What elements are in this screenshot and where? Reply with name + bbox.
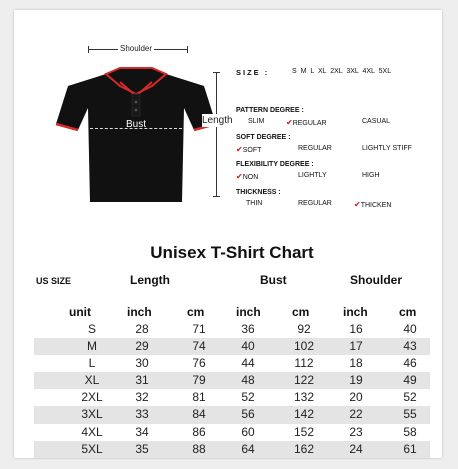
measure-cell: 122 bbox=[293, 373, 315, 388]
us-size-header: US SIZE bbox=[36, 276, 72, 286]
table-row bbox=[34, 372, 430, 389]
measure-cell: 132 bbox=[293, 390, 315, 405]
unit-cell: inch bbox=[236, 305, 261, 319]
measure-cell: 48 bbox=[241, 373, 255, 388]
thickness bbox=[236, 189, 436, 209]
pattern-option: CASUAL bbox=[362, 118, 391, 125]
length-header: Length bbox=[130, 273, 170, 287]
measure-cell: 60 bbox=[241, 424, 255, 439]
flex-option: LIGHTLY bbox=[298, 172, 327, 179]
size-cell: 5XL bbox=[81, 441, 103, 456]
unit-cell: inch bbox=[343, 305, 368, 319]
table-row bbox=[34, 338, 430, 355]
measure-cell: 40 bbox=[241, 339, 255, 354]
table-row bbox=[34, 406, 430, 423]
measure-cell: 64 bbox=[241, 441, 255, 456]
measure-cell: 36 bbox=[241, 322, 255, 336]
measure-cell: 17 bbox=[349, 339, 363, 354]
size-cell: 4XL bbox=[81, 424, 103, 439]
measure-cell: 74 bbox=[192, 339, 206, 354]
measure-cell: 34 bbox=[135, 424, 149, 439]
measure-cell: 28 bbox=[135, 322, 149, 336]
measure-cell: 52 bbox=[403, 390, 417, 405]
pattern-degree-title: PATTERN DEGREE : bbox=[236, 107, 304, 114]
pattern-option: SLIM bbox=[248, 118, 265, 125]
unit-cell: cm bbox=[399, 305, 417, 319]
size-spec-label: SIZE : bbox=[236, 68, 270, 77]
measure-cell: 84 bbox=[192, 407, 206, 422]
unit-cell: cm bbox=[292, 305, 310, 319]
measure-cell: 49 bbox=[403, 373, 417, 388]
flex-option: ✔NON bbox=[236, 172, 259, 181]
measure-cell: 35 bbox=[135, 441, 149, 456]
measure-cell: 112 bbox=[294, 356, 314, 371]
check-icon: ✔ bbox=[236, 145, 243, 154]
measure-cell: 46 bbox=[403, 356, 417, 371]
size-cell: L bbox=[88, 356, 96, 371]
measure-cell: 19 bbox=[349, 373, 363, 388]
measure-cell: 22 bbox=[349, 407, 363, 422]
flex-option: HIGH bbox=[362, 172, 380, 179]
table-row bbox=[34, 389, 430, 406]
measure-cell: 43 bbox=[403, 339, 417, 354]
check-icon: ✔ bbox=[236, 172, 243, 181]
thickness-title: THICKNESS : bbox=[236, 189, 281, 196]
measure-cell: 18 bbox=[349, 356, 363, 371]
measure-cell: 31 bbox=[135, 373, 149, 388]
flexibility-degree bbox=[236, 161, 436, 181]
shoulder-header: Shoulder bbox=[350, 273, 403, 287]
measure-cell: 71 bbox=[192, 322, 206, 336]
shoulder-label: Shoulder bbox=[120, 44, 153, 53]
flexibility-degree-title: FLEXIBILITY DEGREE : bbox=[236, 161, 314, 168]
measure-cell: 20 bbox=[349, 390, 363, 405]
thickness-option: REGULAR bbox=[298, 200, 332, 207]
size-spec bbox=[236, 68, 392, 77]
measure-cell: 86 bbox=[192, 424, 206, 439]
size-cell: 2XL bbox=[81, 390, 103, 405]
soft-option: ✔SOFT bbox=[236, 145, 262, 154]
table-row bbox=[34, 321, 430, 338]
measure-cell: 88 bbox=[192, 441, 206, 456]
measure-cell: 56 bbox=[241, 407, 255, 422]
bust-header: Bust bbox=[260, 273, 287, 287]
table-row bbox=[34, 355, 430, 372]
soft-degree bbox=[236, 134, 436, 154]
measure-cell: 152 bbox=[293, 424, 315, 439]
size-cell: S bbox=[87, 322, 96, 336]
measure-cell: 30 bbox=[135, 356, 149, 371]
measure-cell: 29 bbox=[135, 339, 149, 354]
thickness-option: THIN bbox=[246, 200, 263, 207]
length-label: Length bbox=[202, 115, 233, 126]
size-cell: M bbox=[87, 339, 97, 354]
size-rows bbox=[34, 321, 430, 458]
size-cell: XL bbox=[84, 373, 100, 388]
table-row bbox=[34, 441, 430, 458]
soft-option: REGULAR bbox=[298, 145, 332, 152]
unit-cell: inch bbox=[127, 305, 152, 319]
measure-cell: 32 bbox=[135, 390, 149, 405]
unit-cell: cm bbox=[187, 305, 205, 319]
soft-degree-title: SOFT DEGREE : bbox=[236, 134, 291, 141]
measure-cell: 162 bbox=[293, 441, 315, 456]
measure-cell: 76 bbox=[192, 356, 206, 371]
pattern-degree bbox=[236, 107, 436, 127]
measure-cell: 16 bbox=[349, 322, 363, 336]
measure-cell: 142 bbox=[293, 407, 315, 422]
measure-cell: 58 bbox=[403, 424, 417, 439]
table-row bbox=[34, 424, 430, 441]
thickness-option: ✔THICKEN bbox=[354, 200, 392, 209]
measure-cell: 55 bbox=[403, 407, 417, 422]
size-chart-table bbox=[34, 239, 430, 458]
measure-cell: 79 bbox=[192, 373, 206, 388]
measure-cell: 81 bbox=[192, 390, 206, 405]
chart-title: Unisex T-Shirt Chart bbox=[150, 243, 314, 262]
size-spec-values: S M L XL 2XL 3XL 4XL 5XL bbox=[292, 68, 392, 75]
measure-cell: 24 bbox=[349, 441, 363, 456]
check-icon: ✔ bbox=[354, 200, 361, 209]
measure-cell: 92 bbox=[297, 322, 311, 336]
measure-cell: 102 bbox=[293, 339, 315, 354]
pattern-option: ✔REGULAR bbox=[286, 118, 327, 127]
check-icon: ✔ bbox=[286, 118, 293, 127]
unit-label: unit bbox=[69, 305, 91, 319]
product-spec-section bbox=[14, 10, 442, 232]
shirt-diagram bbox=[48, 42, 248, 207]
measure-cell: 44 bbox=[241, 356, 255, 371]
length-measure-line bbox=[216, 72, 217, 197]
measure-cell: 52 bbox=[241, 390, 255, 405]
measure-cell: 23 bbox=[349, 424, 363, 439]
soft-option: LIGHTLY STIFF bbox=[362, 145, 412, 152]
size-chart-card bbox=[14, 10, 442, 458]
size-cell: 3XL bbox=[81, 407, 103, 422]
measure-cell: 33 bbox=[135, 407, 149, 422]
measure-cell: 40 bbox=[403, 322, 417, 336]
measure-cell: 61 bbox=[403, 441, 417, 456]
bust-label: Bust bbox=[126, 119, 147, 130]
